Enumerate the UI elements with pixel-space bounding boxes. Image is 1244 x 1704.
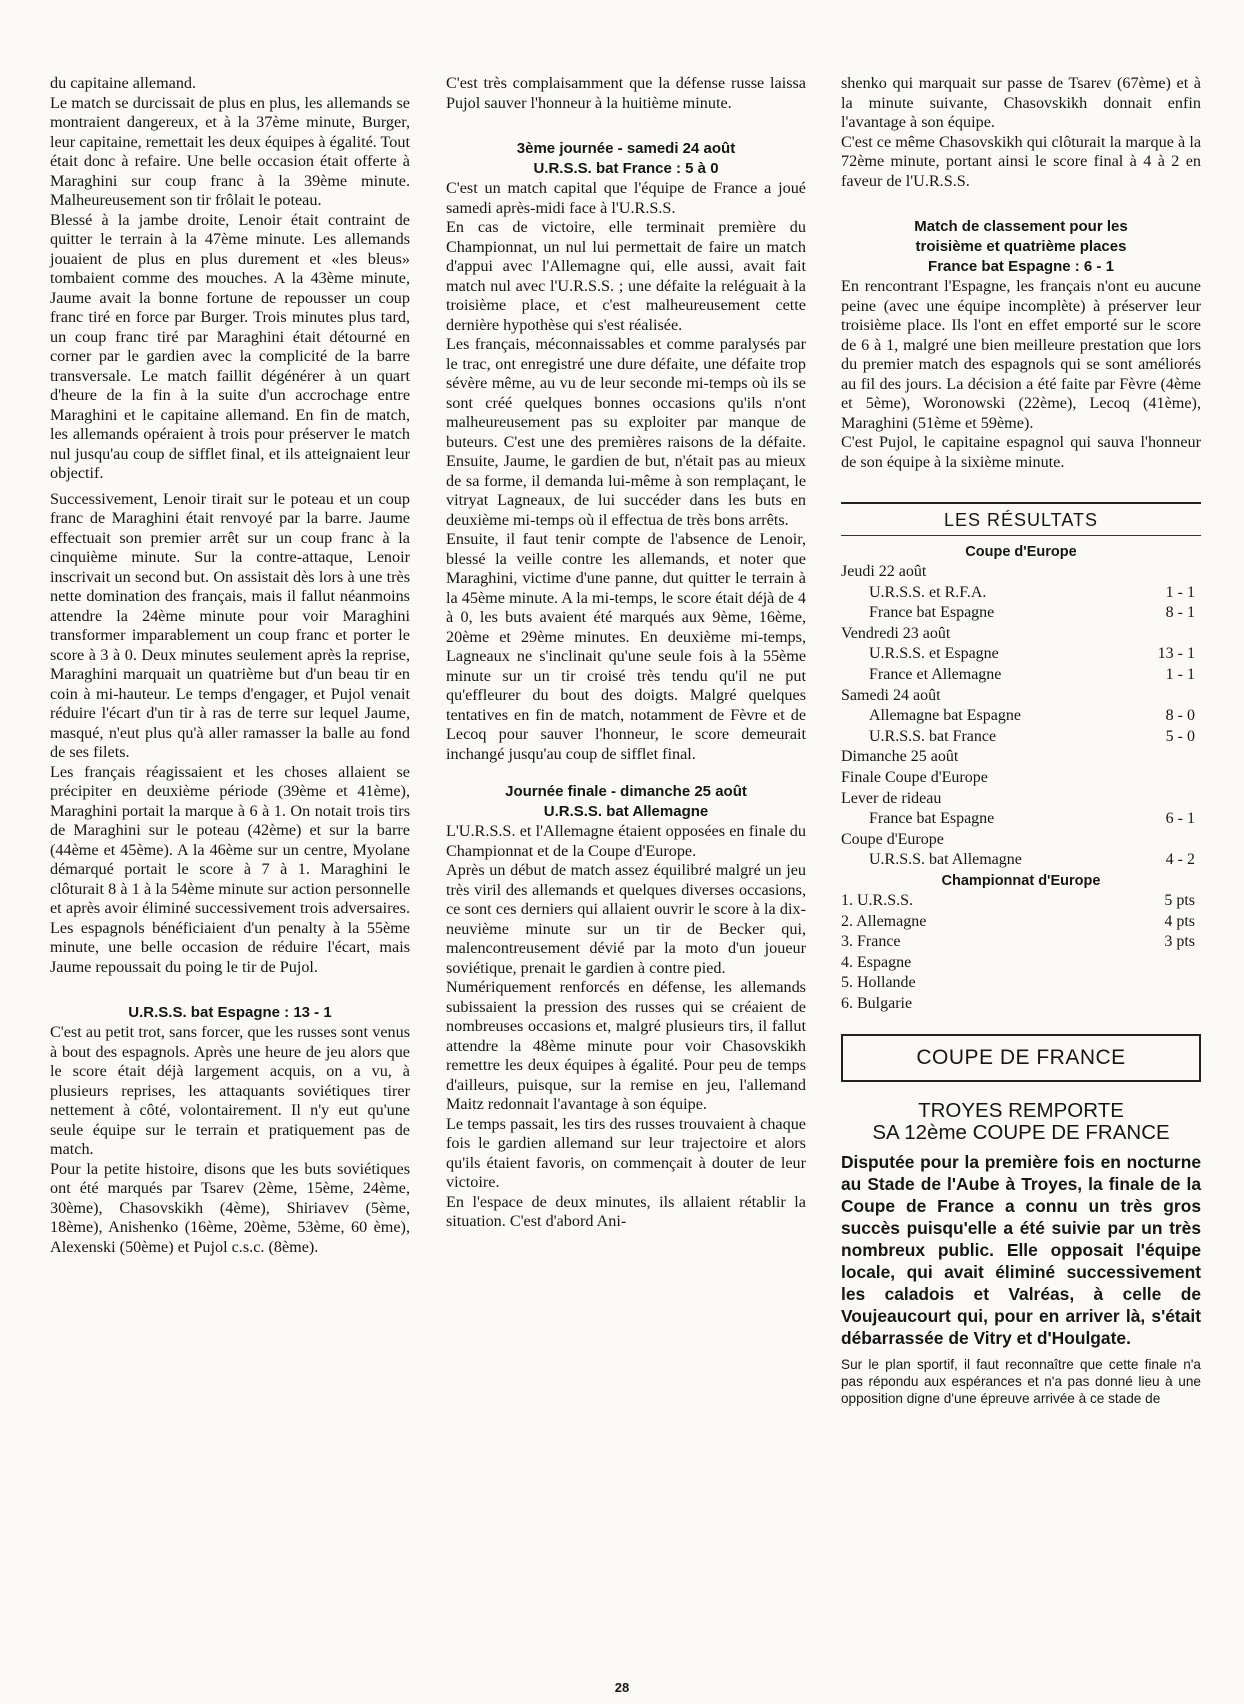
paragraph: du capitaine allemand. bbox=[50, 74, 197, 92]
result-label: France bat Espagne bbox=[869, 604, 995, 622]
result-value bbox=[1195, 562, 1201, 583]
section-heading bbox=[446, 782, 806, 822]
heading-line: France bat Espagne : 6 - 1 bbox=[928, 258, 1114, 275]
paragraph: C'est ce même Chasovskikh qui clôturait la marque à la 72ème minute, portant ainsi le score final à 4 à 2 en faveur de l'U.R.S.S. bbox=[841, 132, 1201, 190]
result-row bbox=[841, 583, 1201, 604]
result-value bbox=[1195, 994, 1201, 1015]
paragraph: Les français, méconnaissables et comme paralysés par le trac, ont enregistré une dure défaite, une défaite trop sévère même, au vu de leur seconde mi-temps où ils se sont créé quelques bonnes occasions qu'ils n'ont malheureusement pas su exploiter par manque de buteurs. C'est une des premières raisons de la défaite. Ensuite, Jaume, le gardien de but, n'était pas au mieux de sa forme, il demanda lui-même à son remplaçant, le vitryat Lagneaux, de lui succéder dans les buts en deuxième mi-temps où il effectua de très bons arrêts. bbox=[446, 335, 806, 529]
result-row bbox=[841, 932, 1201, 953]
result-value bbox=[1195, 830, 1201, 851]
heading-line: U.R.S.S. bat France : 5 à 0 bbox=[533, 160, 719, 177]
paragraph: shenko qui marquait sur passe de Tsarev (67ème) et à la minute suivante, Chasovskikh donnait enfin l'avantage à son équipe. bbox=[841, 74, 1201, 131]
paragraph: Numériquement renforcés en défense, les allemands subissaient la pression des russes qui se créaient de nombreuses occasions et, malgré plusieurs tirs, il fallut attendre la 48ème minute pour voir Chasovskikh remettre les deux équipes à égalité. Pour peu de temps d'ailleurs, puisque, sur la remise en jeu, l'allemand Maitz redonnait l'avantage à son équipe. bbox=[446, 978, 806, 1113]
article-body: Sur le plan sportif, il faut reconnaître que cette finale n'a pas répondu aux espérances et n'a pas donné lieu à une opposition digne d'une épreuve arrivée à ce stade de bbox=[841, 1356, 1201, 1406]
result-label: Lever de rideau bbox=[841, 789, 942, 807]
result-row bbox=[841, 665, 1201, 686]
result-value: 6 - 1 bbox=[1165, 810, 1195, 828]
result-value bbox=[1195, 953, 1201, 974]
result-label: Dimanche 25 août bbox=[841, 748, 959, 766]
result-row bbox=[841, 789, 1201, 810]
paragraph: C'est au petit trot, sans forcer, que les russes sont venus à bout des espagnols. Après une heure de jeu alors que le score était déjà largement acquis, on a vu, à plusieurs reprises, les attaquants soviétiques tirer nettement à côté, volontairement. Il n'y eut qu'une seule équipe sur le terrain et pratiquement pas de match. bbox=[50, 1023, 410, 1158]
headline-line: SA 12ème COUPE DE FRANCE bbox=[872, 1121, 1170, 1145]
result-row bbox=[841, 953, 1201, 974]
result-row bbox=[841, 973, 1201, 994]
result-value: 1 - 1 bbox=[1165, 665, 1195, 683]
section-heading bbox=[841, 217, 1201, 277]
result-label: 1. U.R.S.S. bbox=[841, 891, 914, 909]
paragraph: Le temps passait, les tirs des russes trouvaient à chaque fois le gardien allemand sur leur trajectoire et alors qu'ils étaient favoris, on commençait à douter de leur victoire. bbox=[446, 1114, 806, 1191]
paragraph: Successivement, Lenoir tirait sur le poteau et un coup franc de Maraghini était renvoyé par la barre. Jaume effectuait son premier arrêt sur un coup franc à la cinquième minute. Sur la contre-attaque, Lenoir inscrivait un second but. On assistait dès lors à une très nette domination des français, mais il fallut néanmoins attendre la 24ème minute pour voir Maraghini transformer imparablement un coup franc et porter le score à 3 à 0. Deux minutes seulement après la reprise, Maraghini marquait un quatrième but d'un beau tir en coin à mi-hauteur. Le temps d'engager, et Pujol venait réduire l'écart d'un tir à ras de terre sur lequel Jaume, masqué, n'eut plus qu'à aller ramasser la balle au fond de ses filets. bbox=[50, 489, 410, 761]
paragraph: Pour la petite histoire, disons que les buts soviétiques ont été marqués par Tsarev (2ème, 15ème, 24ème, 30ème), Chasovskikh (4ème), Shiriavev (5ème, 18ème), Anishenko (16ème, 20ème, 53ème, 60 ème), Alexenski (50ème) et Pujol c.s.c. (8ème). bbox=[50, 1159, 410, 1256]
heading-line: 3ème journée - samedi 24 août bbox=[516, 140, 736, 157]
result-label: France et Allemagne bbox=[869, 665, 1002, 683]
heading-line: U.R.S.S. bat Allemagne bbox=[543, 803, 709, 820]
paragraph: Ensuite, il faut tenir compte de l'absence de Lenoir, blessé la veille contre les allemands, et noter que Maraghini, victime d'une panne, dut quitter le terrain à la 45ème minute. A la mi-temps, le score était déjà de 4 à 0, les buts avaient été marqués aux 9ème, 16ème, 20ème et 29ème minutes. En deuxième mi-temps, Lagneaux ne s'inclinait qu'une seule fois à la 55ème minute sur un tir croisé très tendu qu'il ne put qu'effleurer du bout des doigts. Malgré quelques tentatives en fin de match, notamment de Fèvre et de Lecoq pour sauver l'honneur, le score demeurait inchangé jusqu'au coup de sifflet final. bbox=[446, 530, 806, 763]
result-row bbox=[841, 727, 1201, 748]
paragraph: C'est un match capital que l'équipe de France a joué samedi après-midi face à l'U.R.S.S. bbox=[446, 179, 806, 217]
result-row bbox=[841, 994, 1201, 1015]
result-value: 4 - 2 bbox=[1165, 851, 1195, 869]
results-list bbox=[841, 562, 1201, 871]
standings-title: Championnat d'Europe bbox=[941, 872, 1101, 889]
result-value: 4 pts bbox=[1164, 912, 1195, 930]
result-label: Coupe d'Europe bbox=[841, 830, 944, 848]
result-row bbox=[841, 747, 1201, 768]
result-row bbox=[841, 562, 1201, 583]
section-heading: U.R.S.S. bat Espagne : 13 - 1 bbox=[128, 1004, 332, 1021]
paragraph: Les français réagissaient et les choses allaient se précipiter en deuxième période (39ème et 41ème), Maraghini portait la marque à 6 à 1. On notait trois tirs de Maraghini sur le poteau (42ème) et sur la barre (44ème et 45ème). A la 46ème sur un centre, Myolane démarqué portait le score à 7 à 1. Maraghini le clôturait 8 à 1 à la 54ème minute sur action personnelle et après avoir éliminé successivement trois adversaires. Les espagnols bénéficiaient d'un penalty à la 55ème minute, une belle occasion de réduire l'écart, mais Jaume repoussait du poing le tir de Pujol. bbox=[50, 762, 410, 976]
result-label: U.R.S.S. bat France bbox=[869, 727, 997, 745]
heading-line: Journée finale - dimanche 25 août bbox=[505, 783, 747, 800]
result-row bbox=[841, 809, 1201, 830]
result-value: 8 - 1 bbox=[1165, 604, 1195, 622]
result-row bbox=[841, 830, 1201, 851]
result-label: U.R.S.S. et R.F.A. bbox=[869, 583, 987, 601]
result-value bbox=[1195, 789, 1201, 810]
result-value: 1 - 1 bbox=[1165, 583, 1195, 601]
paragraph: Blessé à la jambe droite, Lenoir était contraint de quitter le terrain à la 47ème minute. Les allemands jouaient de plus en plus durement et «les bleus» tombaient comme des mouches. A la 43ème minute, Jaume avait la bonne fortune de repousser un coup franc tiré en force par Burger. Trois minutes plus tard, un coup franc tiré par Maraghini était détourné en corner par le gardien avec la complicité de la barre transversale. Le match faillit dégénérer à un quart d'heure de la fin à la suite d'un accrochage entre Maraghini et le capitaine allemand. En fin de match, les allemands opéraient à trois pour préserver le match nul jusqu'au coup de sifflet final, et ils atteignaient leur objectif. bbox=[50, 210, 410, 482]
page-number: 28 bbox=[614, 1680, 630, 1695]
result-label: France bat Espagne bbox=[869, 810, 995, 828]
result-label: U.R.S.S. et Espagne bbox=[869, 645, 999, 663]
result-value bbox=[1195, 768, 1201, 789]
paragraph: Le match se durcissait de plus en plus, les allemands se montraient dangereux, et à la 37ème minute, Burger, leur capitaine, remettait les deux équipes à égalité. Tout était donc à refaire. Une belle occasion était offerte à Maraghini sur coup franc à la 39ème minute. Malheureusement son tir frôlait le poteau. bbox=[50, 93, 410, 209]
result-row bbox=[841, 603, 1201, 624]
result-value bbox=[1195, 624, 1201, 645]
result-value: 13 - 1 bbox=[1157, 645, 1195, 663]
result-label: 4. Espagne bbox=[841, 953, 912, 971]
result-row bbox=[841, 686, 1201, 707]
result-value: 5 - 0 bbox=[1165, 727, 1195, 745]
paragraph: C'est très complaisamment que la défense russe laissa Pujol sauver l'honneur à la huitième minute. bbox=[446, 74, 806, 112]
headline-line: TROYES REMPORTE bbox=[918, 1099, 1124, 1123]
result-label: 6. Bulgarie bbox=[841, 994, 913, 1012]
result-value bbox=[1195, 973, 1201, 994]
result-row bbox=[841, 706, 1201, 727]
result-value: 3 pts bbox=[1164, 933, 1195, 951]
paragraph: C'est Pujol, le capitaine espagnol qui sauva l'honneur de son équipe à la sixième minute. bbox=[841, 433, 1201, 471]
result-value bbox=[1195, 686, 1201, 707]
divider bbox=[841, 502, 1201, 504]
result-label: Samedi 24 août bbox=[841, 686, 941, 704]
paragraph: En l'espace de deux minutes, ils allaient rétablir la situation. C'est d'abord Ani- bbox=[446, 1192, 806, 1230]
result-value: 8 - 0 bbox=[1165, 707, 1195, 725]
standings-list bbox=[841, 891, 1201, 1015]
result-row bbox=[841, 624, 1201, 645]
result-label: 5. Hollande bbox=[841, 974, 916, 992]
paragraph: L'U.R.S.S. et l'Allemagne étaient opposées en finale du Championnat et de la Coupe d'Europe. bbox=[446, 822, 806, 860]
article-lead: Disputée pour la première fois en nocturne au Stade de l'Aube à Troyes, la finale de la Coupe de France a connu un très gros succès puisqu'elle a été suivie par un très nombreux public. Elle opposait l'équipe locale, qui avait éliminé successivement les caladois et Valréas, à celle de Voujeaucourt qui, pour en arriver là, s'était débarrassée de Vitry et d'Houlgate. bbox=[841, 1152, 1201, 1348]
section-heading bbox=[446, 139, 806, 179]
result-label: Finale Coupe d'Europe bbox=[841, 768, 988, 786]
result-row bbox=[841, 912, 1201, 933]
results-subtitle: Coupe d'Europe bbox=[841, 535, 1201, 562]
result-row bbox=[841, 850, 1201, 871]
paragraph: En rencontrant l'Espagne, les français n'ont eu aucune peine (avec une équipe incomplète) à préserver leur troisième place. Ils l'ont en effet emporté sur le score de 6 à 1, malgré une bien meilleure prestation que lors du premier match des espagnols qui se sont améliorés au fil des jours. La décision a été faite par Fèvre (4ème et 5ème), Woronowski (22ème), Lecoq (41ème), Maraghini (51ème et 59ème). bbox=[841, 277, 1201, 432]
column-3 bbox=[841, 74, 1201, 1407]
heading-line: Match de classement pour les bbox=[914, 218, 1128, 235]
heading-line: troisième et quatrième places bbox=[915, 238, 1127, 255]
result-label: 2. Allemagne bbox=[841, 912, 927, 930]
results-title: LES RÉSULTATS bbox=[943, 510, 1099, 530]
result-label: Allemagne bat Espagne bbox=[869, 707, 1021, 725]
result-value bbox=[1195, 747, 1201, 768]
result-row bbox=[841, 644, 1201, 665]
result-value: 5 pts bbox=[1164, 891, 1195, 909]
article-headline bbox=[841, 1100, 1201, 1144]
result-label: Vendredi 23 août bbox=[841, 624, 951, 642]
column-1 bbox=[50, 74, 410, 1257]
result-label: Jeudi 22 août bbox=[841, 563, 927, 580]
result-label: U.R.S.S. bat Allemagne bbox=[869, 851, 1022, 869]
section-box-title: COUPE DE FRANCE bbox=[841, 1034, 1201, 1082]
result-label: 3. France bbox=[841, 933, 901, 951]
paragraph: En cas de victoire, elle terminait première du Championnat, un nul lui permettait de faire un match d'appui avec l'Allemagne qui, elle aussi, avait fait match nul avec l'U.R.S.S. ; une défaite la reléguait à la troisième place, et c'est malheureusement cette dernière hypothèse qui s'est réalisée. bbox=[446, 218, 806, 334]
result-row bbox=[841, 768, 1201, 789]
column-2 bbox=[446, 74, 806, 1232]
paragraph: Après un début de match assez équilibré malgré un jeu très viril des allemands et quelques diverses occasions, ce sont ces derniers qui allaient ouvrir le score à la dix-neuvième minute sur un tir de Becker qui, malencontreusement dévié par la moto d'un joueur soviétique, prenait le gardien à contre pied. bbox=[446, 861, 806, 977]
result-row bbox=[841, 891, 1201, 912]
